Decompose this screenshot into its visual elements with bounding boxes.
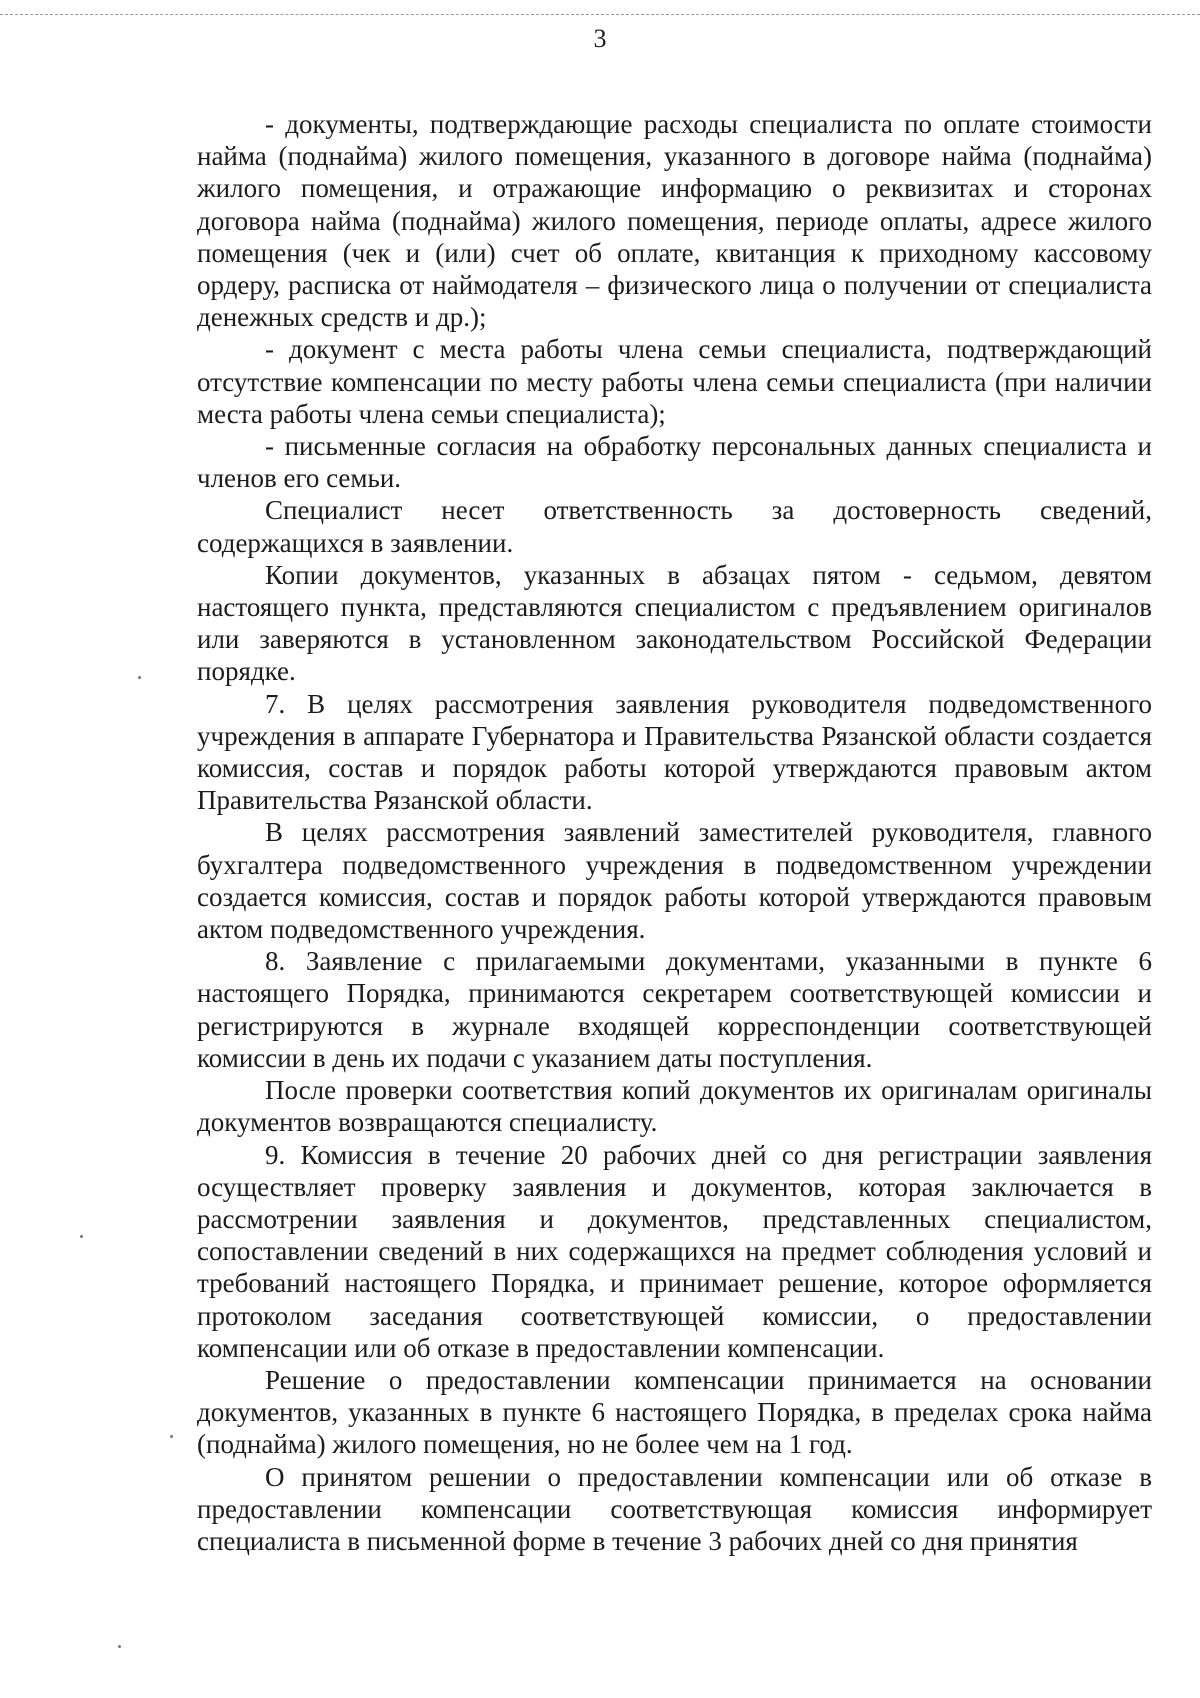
paragraph-personal-data-consent: - письменные согласия на обработку персональных данных специалиста и членов его семьи. [197, 431, 1152, 494]
paragraph-item-7: 7. В целях рассмотрения заявления руководителя подведомственного учреждения в аппарате Губернатора и Правительства Рязанской области создается комиссия, состав и порядок работы которой утверждаются правовым актом Правительства Рязанской области. [197, 688, 1152, 816]
paragraph-expense-documents: - документы, подтверждающие расходы специалиста по оплате стоимости найма (поднайма) жилого помещения, указанного в договоре найма (поднайма) жилого помещения, и отражающие информацию о реквизитах и сторонах договора найма (поднайма) жилого помещения, периоде оплаты, адресе жилого помещения (чек и (или) счет об оплате, квитанция к приходному кассовому ордеру, расписка от наймодателя – физического лица о получении от специалиста денежных средств и др.); [197, 109, 1152, 333]
paragraph-decision-basis: Решение о предоставлении компенсации принимается на основании документов, указанных в пункте 6 настоящего Порядка, в пределах срока найма (поднайма) жилого помещения, но не более чем на 1 год. [197, 1364, 1152, 1460]
scan-speck [170, 1435, 173, 1438]
paragraph-family-employment-document: - документ с места работы члена семьи специалиста, подтверждающий отсутствие компенсации по месту работы члена семьи специалиста (при наличии места работы члена семьи специалиста); [197, 334, 1152, 429]
scan-edge-line [0, 14, 1200, 15]
paragraph-item-8: 8. Заявление с прилагаемыми документами, указанными в пункте 6 настоящего Порядка, принимаются секретарем соответствующей комиссии и регистрируются в журнале входящей корреспонденции соответствующей комиссии в день их подачи с указанием даты поступления. [197, 946, 1152, 1073]
paragraph-item-7-deputies: В целях рассмотрения заявлений заместителей руководителя, главного бухгалтера подведомственного учреждения в подведомственном учреждении создается комиссия, состав и порядок работы которой утверждаются правовым актом подведомственного учреждения. [197, 817, 1152, 945]
document-body [197, 108, 1152, 1557]
paragraph-responsibility: Специалист несет ответственность за достоверность сведений, содержащихся в заявлении. [197, 495, 1152, 558]
scan-speck [138, 676, 141, 679]
paragraph-notification: О принятом решении о предоставлении компенсации или об отказе в предоставлении компенсации соответствующая комиссия информирует специалиста в письменной форме в течение 3 рабочих дней со дня принятия [197, 1461, 1152, 1556]
paragraph-originals-returned: После проверки соответствия копий документов их оригиналам оригиналы документов возвращаются специалисту. [197, 1075, 1152, 1138]
paragraph-item-9: 9. Комиссия в течение 20 рабочих дней со дня регистрации заявления осуществляет проверку заявления и документов, которая заключается в рассмотрении заявления и документов, представленных специалистом, сопоставлении сведений в них содержащихся на предмет соблюдения условий и требований настоящего Порядка, и принимает решение, которое оформляется протоколом заседания соответствующей комиссии, о предоставлении компенсации или об отказе в предоставлении компенсации. [197, 1139, 1152, 1363]
scan-speck [118, 1645, 121, 1648]
page-number: 3 [593, 24, 607, 53]
paragraph-document-copies: Копии документов, указанных в абзацах пятом - седьмом, девятом настоящего пункта, представляются специалистом с предъявлением оригиналов или заверяются в установленном законодательством Российской Федерации порядке. [197, 559, 1152, 687]
scan-speck [80, 1235, 83, 1238]
